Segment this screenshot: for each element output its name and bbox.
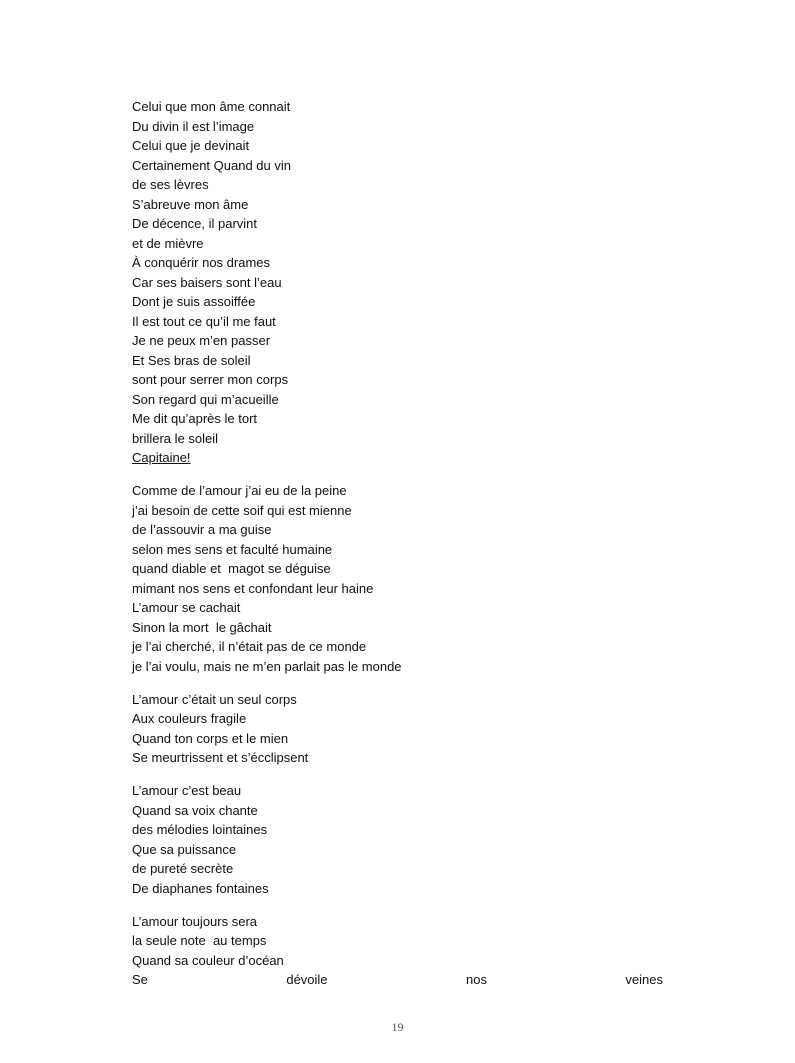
poem-line: Sinon la mort le gâchait — [132, 619, 272, 635]
poem-line: À conquérir nos drames — [132, 255, 271, 270]
poem-line: Il est tout ce qu’il me faut — [132, 313, 276, 329]
poem-line-underlined — [132, 448, 664, 468]
poem-line: Je ne peux m’en passer — [132, 333, 271, 348]
stanza-4 — [132, 781, 664, 898]
poem-line: de ses lèvres — [132, 177, 209, 192]
poem-line: de l’assouvir a ma guise — [132, 522, 272, 537]
stanza-3 — [132, 690, 664, 768]
justified-word: dévoile — [286, 972, 328, 987]
poem-line: Quand sa voix chante — [132, 802, 258, 818]
poem-line: Certainement Quand du vin — [132, 157, 291, 173]
poem-line: De décence, il parvint — [132, 216, 258, 231]
poem-line: et de mièvre — [132, 235, 204, 251]
poem-line: Car ses baisers sont l’eau — [132, 274, 282, 290]
poem-line: Comme de l’amour j’ai eu de la peine — [132, 483, 347, 498]
poem-line: Son regard qui m’acueille — [132, 391, 279, 407]
page-number: 19 — [391, 1020, 404, 1034]
underlined-word: Capitaine! — [132, 450, 191, 465]
poem — [132, 97, 664, 1003]
poem-line: Et Ses bras de soleil — [132, 352, 251, 368]
poem-line: Me dit qu’après le tort — [132, 411, 258, 426]
poem-line: Celui que je devinait — [132, 138, 250, 153]
poem-line: Aux couleurs fragile — [132, 711, 247, 726]
justified-word: veines — [625, 972, 663, 987]
poem-line: Dont je suis assoiffée — [132, 294, 256, 309]
poem-line: quand diable et magot se déguise — [132, 561, 331, 576]
poem-line: L’amour c’est beau — [132, 783, 242, 798]
poem-line: la seule note au temps — [132, 933, 267, 948]
poem-line: L’amour toujours sera — [132, 913, 258, 929]
poem-line: sont pour serrer mon corps — [132, 372, 289, 387]
poem-line: brillera le soleil — [132, 430, 218, 446]
poem-line: des mélodies lointaines — [132, 822, 268, 837]
poem-line: L’amour se cachait — [132, 600, 241, 615]
poem-line-justified — [132, 970, 663, 990]
justified-word: Se — [132, 972, 148, 987]
poem-line: j’ai besoin de cette soif qui est mienne — [132, 502, 352, 518]
poem-line: Du divin il est l’image — [132, 118, 255, 134]
poem-line: mimant nos sens et confondant leur haine — [132, 580, 374, 596]
poem-line: de pureté secrète — [132, 861, 234, 876]
poem-line: Se meurtrissent et s’écclipsent — [132, 750, 309, 765]
poem-line: S’abreuve mon âme — [132, 196, 249, 212]
poem-line: selon mes sens et faculté humaine — [132, 541, 333, 557]
poem-line: Celui que mon âme connait — [132, 99, 291, 114]
poem-line: L’amour c’était un seul corps — [132, 691, 297, 707]
poem-line: Quand sa couleur d’océan — [132, 952, 284, 968]
poem-line: De diaphanes fontaines — [132, 880, 269, 896]
poem-line: je l’ai cherché, il n’était pas de ce monde — [132, 639, 367, 654]
stanza-2 — [132, 481, 664, 676]
poem-line: Quand ton corps et le mien — [132, 730, 289, 746]
stanza-1 — [132, 97, 664, 468]
poem-line: je l’ai voulu, mais ne m’en parlait pas le monde — [132, 658, 402, 674]
poem-line: Que sa puissance — [132, 841, 237, 857]
justified-word: nos — [465, 972, 487, 987]
stanza-5 — [132, 912, 664, 990]
